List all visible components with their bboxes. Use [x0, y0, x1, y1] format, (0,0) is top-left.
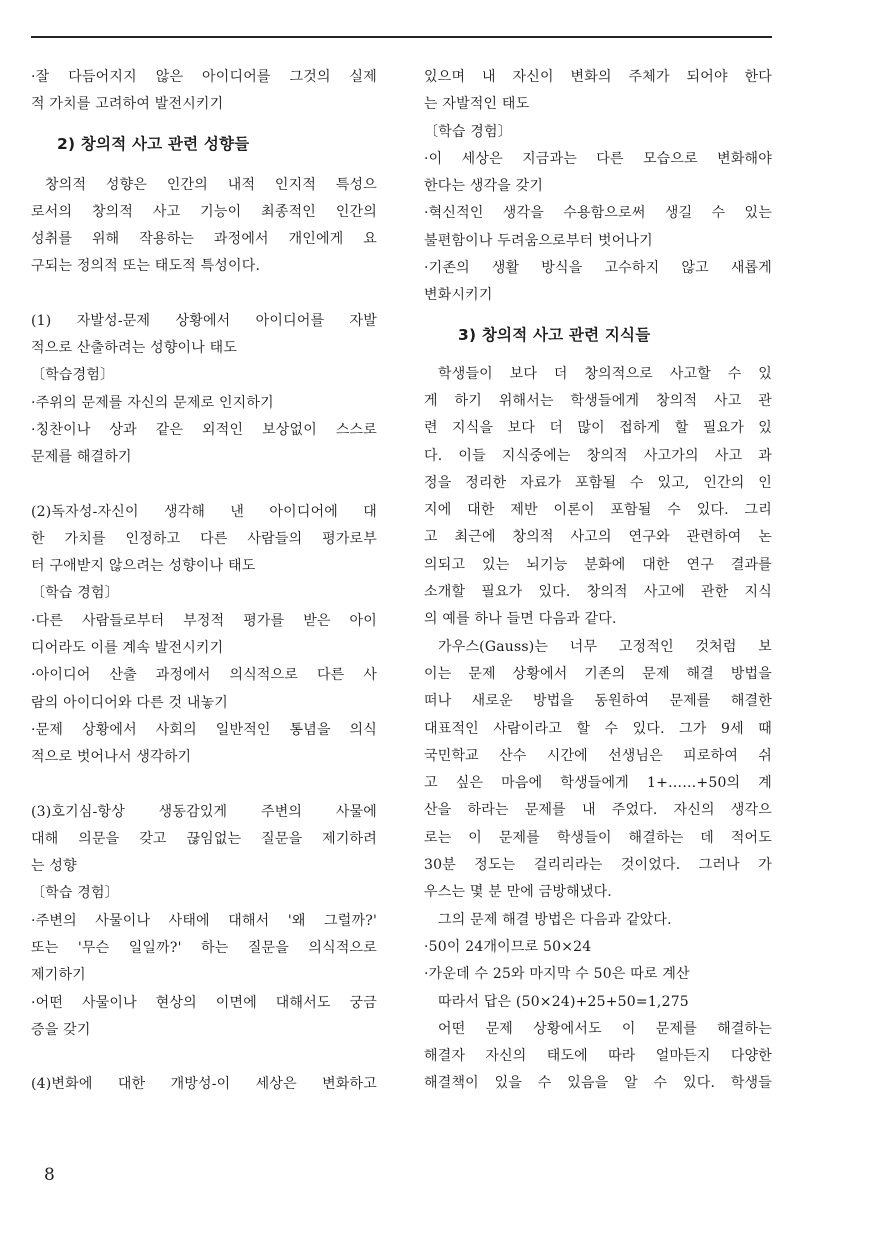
text-line: 지에 대한 제반 이론이 포함될 수 있다. 그리 — [424, 502, 772, 519]
text-line: ·가운데 수 25와 마지막 수 50은 따로 계산 — [424, 966, 690, 983]
text-line: ·칭찬이나 상과 같은 외적인 보상없이 스스로 — [31, 421, 377, 438]
text-line: 문제를 해결하기 — [31, 449, 132, 466]
text-line: ·주변의 사물이나 사태에 대해서 '왜 그럴까?' — [31, 912, 377, 929]
right-column — [424, 64, 772, 1098]
text-line: 떠나 새로운 방법을 동원하여 문제를 해결한 — [424, 693, 772, 710]
text-line: 로서의 창의적 사고 기능이 최종적인 인간의 — [31, 203, 377, 220]
text-line: ·다른 사람들로부터 부정적 평가를 받은 아이 — [31, 612, 377, 629]
text-line: 우스는 몇 분 만에 금방해냈다. — [424, 884, 612, 901]
section-3-intro-paragraph — [424, 361, 772, 634]
text-line: 터 구애받지 않으려는 성향이나 태도 — [31, 558, 256, 575]
text-line: 어떤 문제 상황에서도 이 문제를 해결하는 — [438, 1020, 772, 1037]
text-line: ·이 세상은 지금과는 다른 모습으로 변화해야 — [424, 150, 772, 167]
openness-item-continued — [424, 64, 772, 310]
text-line: ·아이디어 산출 과정에서 의식적으로 다른 사 — [31, 667, 377, 684]
text-line: 또는 '무슨 일일까?' 하는 질문을 의식적으로 — [31, 940, 377, 957]
solution-steps — [424, 934, 772, 1016]
learning-experience-label: 〔학습 경험〕 — [424, 123, 512, 140]
text-line: 적 가치를 고려하여 발전시키기 — [31, 96, 224, 113]
text-line: 변화시키기 — [424, 287, 493, 304]
text-line: 람의 아이디어와 다른 것 내놓기 — [31, 694, 229, 711]
text-line: 산을 하라는 문제를 내 주었다. 자신의 생각으 — [424, 802, 772, 819]
text-line: ·혁신적인 생각을 수용함으로써 생길 수 있는 — [424, 205, 772, 222]
text-line: 따라서 답은 (50×24)+25+50=1,275 — [438, 993, 689, 1010]
text-line: 는 자발적인 태도 — [424, 96, 530, 113]
text-line: 있으며 내 자신이 변화의 주체가 되어야 한다 — [424, 69, 772, 85]
text-line: 증을 갖기 — [31, 1021, 91, 1038]
section-heading-2: 2) 창의적 사고 관련 성향들 — [57, 134, 250, 153]
text-line: 학생들이 보다 더 창의적으로 사고할 수 있 — [438, 365, 772, 382]
section-2-intro-paragraph — [31, 172, 377, 281]
text-line: ·주위의 문제를 자신의 문제로 인지하기 — [31, 394, 274, 411]
text-line: 대표적인 사람이라고 할 수 있다. 그가 9세 때 — [424, 720, 772, 737]
left-column — [31, 64, 377, 1099]
text-line: ·어떤 사물이나 현상의 이면에 대해서도 궁금 — [31, 994, 377, 1011]
text-line: 해결자 자신의 태도에 따라 얼마든지 다양한 — [424, 1048, 772, 1065]
text-line: 로는 이 문제를 학생들이 해결하는 데 적어도 — [424, 829, 772, 846]
text-line: (3)호기심-항상 생동감있게 주변의 사물에 — [31, 803, 377, 820]
text-line: 고 최근에 창의적 사고의 연구와 관련하여 논 — [424, 529, 772, 546]
text-line: 적으로 벗어나서 생각하기 — [31, 749, 192, 766]
text-line: 30분 정도는 걸리리라는 것이었다. 그러나 가 — [424, 857, 772, 874]
text-line: 게 하기 위해서는 학생들에게 창의적 사고 관 — [424, 392, 772, 409]
text-line: 가우스(Gauss)는 너무 고정적인 것처럼 보 — [438, 638, 772, 655]
text-line: ·문제 상황에서 사회의 일반적인 통념을 의식 — [31, 721, 377, 738]
text-line: 의 예를 하나 들면 다음과 같다. — [424, 611, 617, 628]
text-line: 정을 정리한 자료가 포함될 수 있고, 인간의 인 — [424, 474, 772, 491]
left-bullet-item — [31, 64, 377, 119]
section-heading-3: 3) 창의적 사고 관련 지식들 — [458, 325, 651, 344]
text-line: 소개할 필요가 있다. 창의적 사고에 관한 지식 — [424, 584, 772, 601]
text-line: 불편함이나 두려움으로부터 벗어나기 — [424, 232, 653, 249]
learning-experience-label: 〔학습 경험〕 — [31, 885, 119, 902]
independence-item — [31, 499, 377, 772]
page-number: 8 — [44, 1165, 55, 1185]
text-line: 적으로 산출하려는 성향이나 태도 — [31, 340, 238, 357]
openness-item — [31, 1071, 377, 1098]
curiosity-item — [31, 799, 377, 1045]
text-line: 련 지식을 보다 더 많이 접하게 할 필요가 있 — [424, 420, 772, 437]
text-line: ·잘 다듬어지지 않은 아이디어를 그것의 실제 — [31, 69, 377, 85]
spontaneity-item — [31, 308, 377, 472]
learning-experience-label: 〔학습 경험〕 — [31, 585, 119, 602]
text-line: 제기하기 — [31, 967, 86, 984]
text-line: 디어라도 이를 계속 발전시키기 — [31, 640, 224, 657]
solution-intro — [424, 907, 772, 934]
conclusion-paragraph — [424, 1016, 772, 1098]
header-rule — [31, 36, 772, 38]
text-line: 는 성향 — [31, 858, 77, 875]
text-line: ·기존의 생활 방식을 고수하지 않고 새롭게 — [424, 260, 772, 277]
text-line: (4)변화에 대한 개방성-이 세상은 변화하고 — [31, 1076, 377, 1093]
text-line: 한 가치를 인정하고 다른 사람들의 평가로부 — [31, 530, 377, 547]
text-line: 창의적 성향은 인간의 내적 인지적 특성으 — [45, 176, 377, 193]
text-line: 성취를 위해 작용하는 과정에서 개인에게 요 — [31, 231, 377, 248]
text-line: 다. 이들 지식중에는 창의적 사고가의 사고 과 — [424, 447, 772, 464]
text-line: 구되는 정의적 또는 태도적 특성이다. — [31, 258, 261, 275]
text-line: 국민학교 산수 시간에 선생님은 피로하여 쉬 — [424, 747, 772, 764]
text-line: ·50이 24개이므로 50×24 — [424, 938, 592, 955]
text-line: 이는 문제 상황에서 기존의 문제 해결 방법을 — [424, 665, 772, 682]
text-line: 대해 의문을 갖고 끊임없는 질문을 제기하려 — [31, 830, 377, 847]
text-line: (2)독자성-자신이 생각해 낸 아이디어에 대 — [31, 503, 377, 520]
learning-experience-label: 〔학습경험〕 — [31, 367, 115, 384]
text-line: (1) 자발성-문제 상황에서 아이디어를 자발 — [31, 312, 377, 329]
text-line: 고 싶은 마음에 학생들에게 1+……+50의 계 — [424, 775, 772, 792]
text-line: 그의 문제 해결 방법은 다음과 같았다. — [438, 911, 672, 928]
text-line: 해결책이 있을 수 있음을 알 수 있다. 학생들 — [424, 1075, 772, 1092]
text-line: 의되고 있는 뇌기능 분화에 대한 연구 결과를 — [424, 556, 772, 573]
text-line: 한다는 생각을 갖기 — [424, 178, 544, 195]
gauss-paragraph — [424, 634, 772, 907]
